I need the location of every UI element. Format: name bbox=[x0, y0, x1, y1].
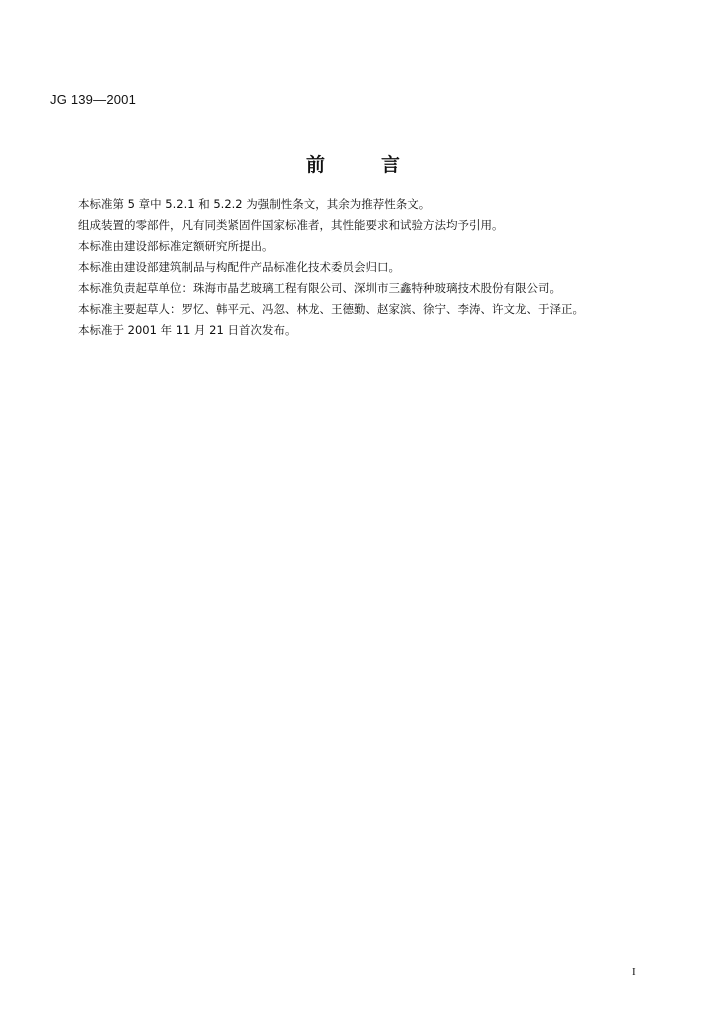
paragraph-drafters: 本标准主要起草人：罗忆、韩平元、冯忽、林龙、王德勤、赵家滨、徐宁、李涛、许文龙、于泽正。 bbox=[78, 302, 584, 316]
standard-code: JG 139—2001 bbox=[50, 92, 137, 107]
paragraph-under-jurisdiction: 本标准由建设部建筑制品与构配件产品标准化技术委员会归口。 bbox=[78, 260, 400, 274]
foreword-body bbox=[78, 194, 678, 341]
paragraph-referenced-standards: 组成装置的零部件，凡有同类紧固件国家标准者，其性能要求和试验方法均予引用。 bbox=[78, 218, 504, 232]
page-title bbox=[0, 150, 706, 177]
title-char-2: 言 bbox=[381, 154, 401, 176]
paragraph-proposed-by: 本标准由建设部标准定额研究所提出。 bbox=[78, 239, 274, 253]
paragraph-release-date: 本标准于 2001 年 11 月 21 日首次发布。 bbox=[78, 323, 297, 337]
paragraph-drafting-units: 本标准负责起草单位：珠海市晶艺玻璃工程有限公司、深圳市三鑫特种玻璃技术股份有限公司。 bbox=[78, 281, 561, 295]
paragraph-mandatory-clauses: 本标准第 5 章中 5.2.1 和 5.2.2 为强制性条文，其余为推荐性条文。 bbox=[78, 197, 431, 211]
title-char-1: 前 bbox=[305, 154, 325, 176]
page-number: I bbox=[632, 966, 636, 978]
